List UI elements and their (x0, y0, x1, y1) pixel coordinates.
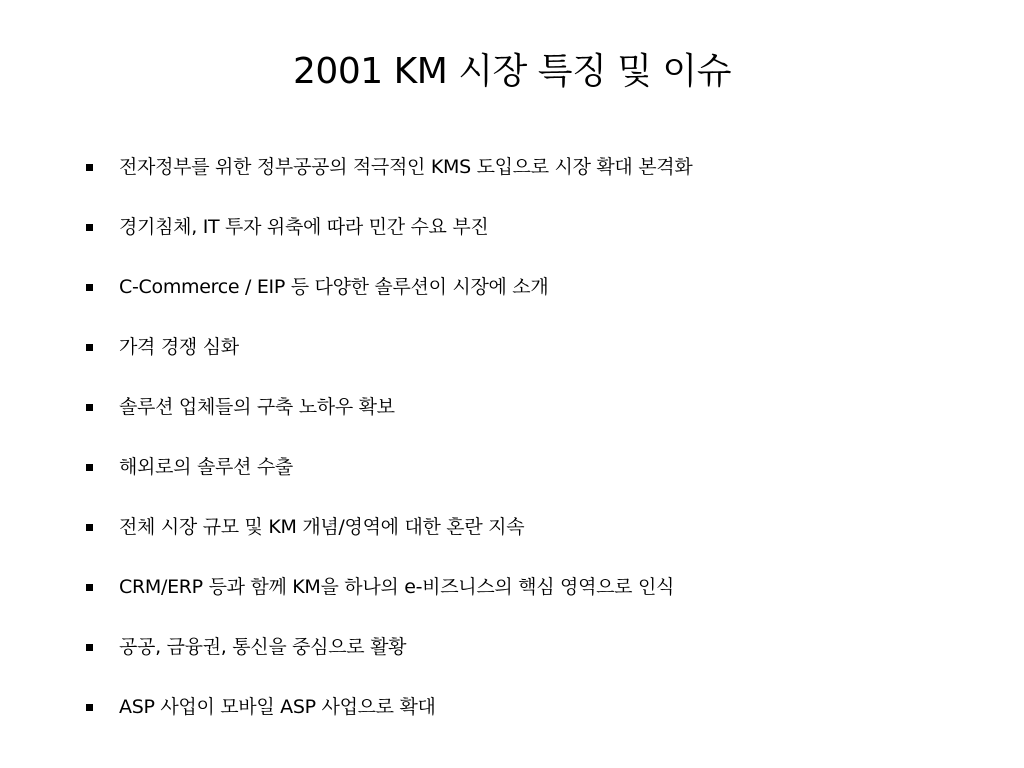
bullet-text: C-Commerce / EIP 등 다양한 솔루션이 시장에 소개 (119, 276, 549, 298)
slide-title: 2001 KM 시장 특징 및 이슈 (293, 51, 731, 92)
bullet-item (86, 630, 986, 690)
square-bullet-icon (86, 704, 93, 711)
bullet-item (86, 690, 986, 750)
bullet-item (86, 270, 986, 330)
bullet-item (86, 510, 986, 570)
bullet-text: 전자정부를 위한 정부공공의 적극적인 KMS 도입으로 시장 확대 본격화 (119, 156, 693, 178)
bullet-item (86, 390, 986, 450)
bullet-item (86, 450, 986, 510)
square-bullet-icon (86, 464, 93, 471)
bullet-text: 솔루션 업체들의 구축 노하우 확보 (119, 396, 395, 418)
bullet-text: CRM/ERP 등과 함께 KM을 하나의 e-비즈니스의 핵심 영역으로 인식 (119, 576, 675, 598)
bullet-item (86, 330, 986, 390)
square-bullet-icon (86, 224, 93, 231)
bullet-text: 전체 시장 규모 및 KM 개념/영역에 대한 혼란 지속 (119, 516, 525, 538)
square-bullet-icon (86, 644, 93, 651)
bullet-item (86, 570, 986, 630)
square-bullet-icon (86, 524, 93, 531)
bullet-item (86, 150, 986, 210)
bullet-text: 공공, 금융권, 통신을 중심으로 활황 (119, 636, 407, 658)
bullet-text: 경기침체, IT 투자 위축에 따라 민간 수요 부진 (119, 216, 489, 238)
square-bullet-icon (86, 284, 93, 291)
square-bullet-icon (86, 344, 93, 351)
square-bullet-icon (86, 584, 93, 591)
bullet-text: ASP 사업이 모바일 ASP 사업으로 확대 (119, 696, 436, 718)
bullet-list (86, 150, 986, 750)
square-bullet-icon (86, 404, 93, 411)
bullet-item (86, 210, 986, 270)
bullet-text: 해외로의 솔루션 수출 (119, 456, 293, 478)
square-bullet-icon (86, 164, 93, 171)
bullet-text: 가격 경쟁 심화 (119, 336, 239, 358)
